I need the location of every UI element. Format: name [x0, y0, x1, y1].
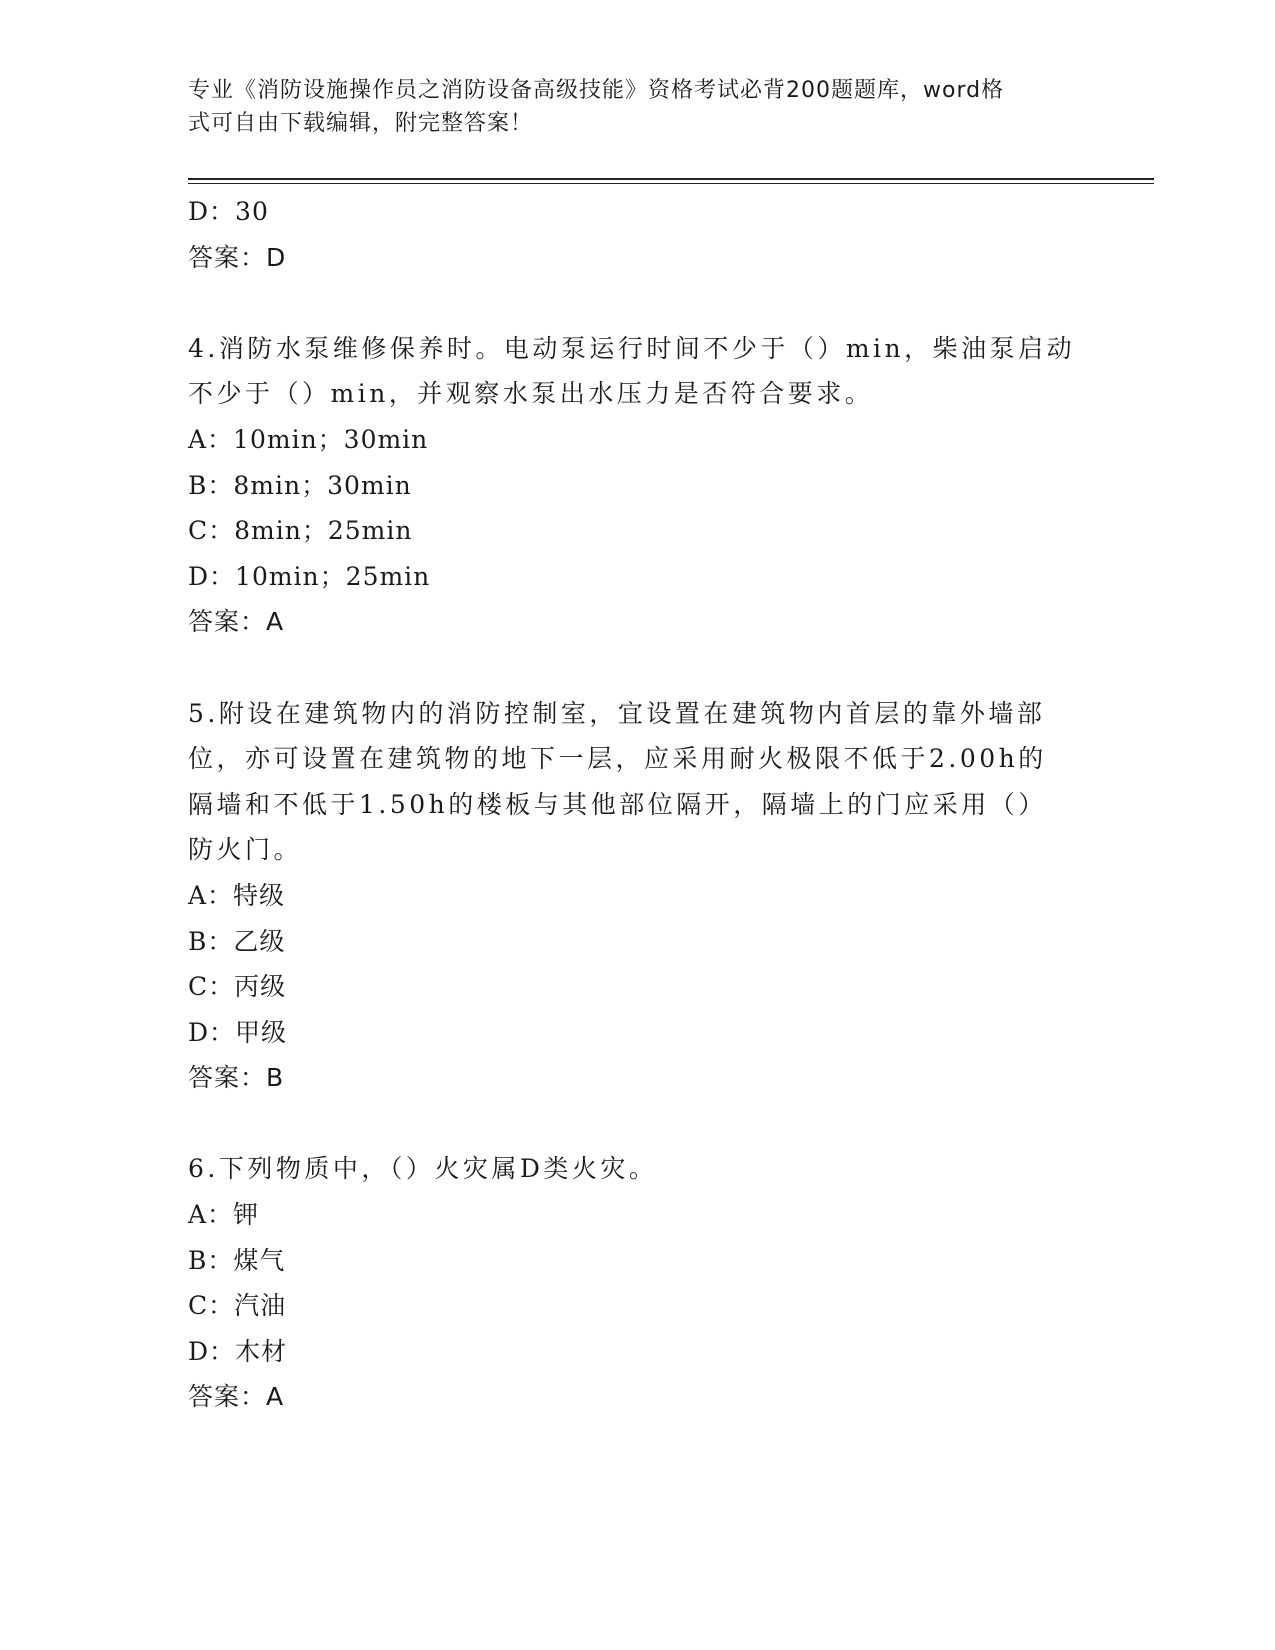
question-4-option-c: C：8min；25min	[188, 516, 413, 546]
question-5-stem-line-1: 5.附设在建筑物内的消防控制室，宜设置在建筑物内首层的靠外墙部	[188, 698, 1046, 728]
question-5-answer: 答案：B	[188, 1063, 285, 1093]
question-6-answer: 答案：A	[188, 1382, 285, 1412]
spacer	[188, 280, 1088, 326]
question-4-option-b: B：8min；30min	[188, 470, 412, 500]
question-5-stem-line-3: 隔墙和不低于1.50h的楼板与其他部位隔开，隔墙上的门应采用（）	[188, 789, 1047, 819]
question-6-stem-line-1: 6.下列物质中，（）火灾属D类火灾。	[188, 1154, 658, 1184]
header-divider-thin	[188, 183, 1154, 184]
question-6-option-c: C：汽油	[188, 1291, 287, 1321]
header-line-1: 专业《消防设施操作员之消防设备高级技能》资格考试必背200题题库，word格	[188, 78, 1005, 103]
question-6-option-a: A：钾	[188, 1200, 260, 1230]
question-5-option-c: C：丙级	[188, 972, 287, 1002]
header-divider-thick	[188, 178, 1154, 180]
question-4-option-d: D：10min；25min	[188, 561, 431, 591]
question-5-stem-line-2: 位，亦可设置在建筑物的地下一层，应采用耐火极限不低于2.00h的	[188, 744, 1047, 774]
question-5-stem-line-4: 防火门。	[188, 835, 303, 865]
question-6-option-d: D：木材	[188, 1336, 288, 1366]
question-4	[188, 326, 1088, 645]
document-body	[188, 189, 1088, 1420]
question-4-stem-line-2: 不少于（）min，并观察水泵出水压力是否符合要求。	[188, 379, 874, 409]
answer-q3: 答案：D	[188, 242, 287, 272]
question-5-option-a: A：特级	[188, 880, 286, 910]
option-d-q3: D：30	[188, 197, 269, 226]
question-5	[188, 691, 1088, 1101]
question-4-answer: 答案：A	[188, 607, 285, 637]
question-5-option-d: D：甲级	[188, 1017, 288, 1047]
question-5-option-b: B：乙级	[188, 926, 286, 956]
question-4-option-a: A：10min；30min	[188, 424, 429, 454]
header-line-2: 式可自由下载编辑，附完整答案！	[188, 111, 534, 136]
question-6	[188, 1146, 1088, 1420]
question-4-stem-line-1: 4.消防水泵维修保养时。电动泵运行时间不少于（）min，柴油泵启动	[188, 333, 1076, 363]
question-6-option-b: B：煤气	[188, 1245, 286, 1275]
spacer	[188, 645, 1088, 691]
spacer	[188, 1101, 1088, 1147]
document-header	[188, 74, 1068, 140]
